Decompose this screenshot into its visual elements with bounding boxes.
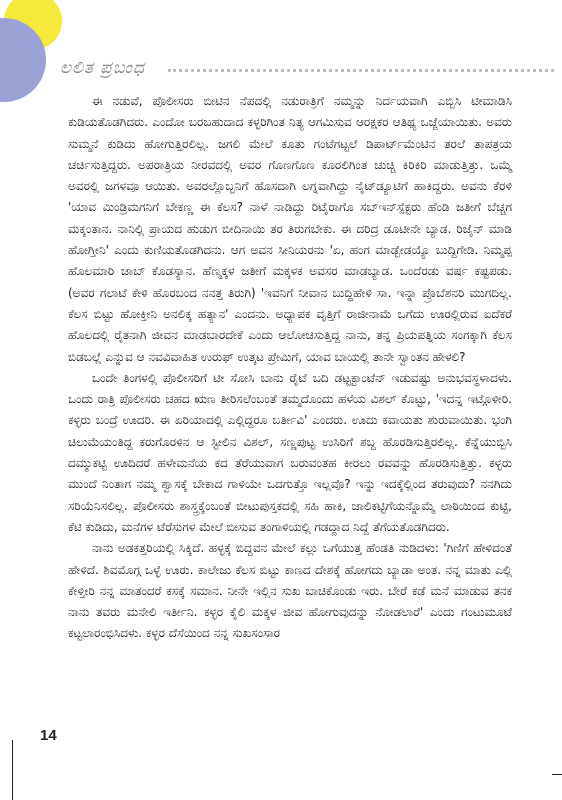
page-number: 14 (40, 727, 57, 744)
dotted-divider (168, 69, 554, 72)
paragraph: ಈ ನಡುವೆ, ಪೊಲೀಸರು ಬೀಟಿನ ನೆಪದಲ್ಲಿ ನಡುರಾತ್ರಿಗೆ ನಮ್ಮನ್ನು ನಿರ್ದಯವಾಗಿ ಎಬ್ಬಿಸಿ ಟೀಮಾಡಿಸಿ ಕುಡಿಯತೊಡಗಿದರು. ಎಂದೋ ಬರಬಹುದಾದ ಕಳ್ಳರಿಗಿಂತ ನಿತ್ಯ ಆಗಮಿಸುವ ಆರಕ್ಷಕರ ಆತಿಥ್ಯ ಒಜ್ಜೆಯಾಯಿತು. ಅವರು ಸುಮ್ಮನೆ ಕುಡಿದು ಹೋಗುತ್ತಿರಲಿಲ್ಲ. ಜಗಲಿ ಮೇಲೆ ಕೂತು ಗಂಟೆಗಟ್ಟಲೆ ಡಿಪಾರ್ಟ್‌ಮೆಂಟಿನ ತರಲೆ ತಾಪತ್ರಯ ಚರ್ಚಿಸುತ್ತಿದ್ದರು. ಅಪರಾತ್ರಿಯ ನೀರವದಲ್ಲಿ ಅವರ ಗೊಣಗೊಣ ಕೂರಲಿಗಿಂತ ಚುಚ್ಚಿ ಕಿರಿಕಿರಿ ಮಾಡುತ್ತಿತ್ತು. ಒಮ್ಮೆ ಅವರಲ್ಲಿ ಜಗಳವೂ ಆಯಿತು. ಅವರಲ್ಲೊಬ್ಬನಿಗೆ ಹೊಸದಾಗಿ ಲಗ್ನವಾಗಿದ್ದು ನೈಟ್‌ಡ್ಯೂಟಿಗೆ ಹಾಕಿದ್ದರು. ಅವನು ಕೆರಳಿ 'ಯಾವ ಮಿಂಡ್ರಿಮಗನಿಗೆ ಬೇಕಣ್ಣ ಈ ಕೆಲಸ? ನಾಳೆ ನಾಡಿದ್ದು ರಿಟೈರಾಗೊ ಸಬ್‌ಇನ್‌ಸ್ಪೆಕ್ಟರು ಹೆಂಡಿ ಜತೀಗೆ ಬೆಚ್ಚಗ ಮಕ್ಕಂತಾನ. ನಾನಿಲ್ಲಿ ಪ್ರಾಯದ ಹುಡುಗ ಬೀದಿನಾಯಿ ತರ ತಿರುಗಬೇಕು. ಈ ದರಿದ್ರ ಡೂಟೀನೇ ಬ್ಯಾಡ. ರಿಜೈನ್ ಮಾಡಿ ಹೋಗ್ತೀನಿ' ಎಂದು ಕುಣಿಯತೊಡಗಿದನು. ಆಗ ಅವನ ಸೀನಿಯರನು 'ಏ, ಹಂಗ ಮಾಡ್ಬೇಡಯ್ಯೊ ಬುದ್ದಿಗೇಡಿ. ನಿಮ್ಮಪ್ಪ ಹೊಲಮಾರಿ ಜಾಬ್ ಕೊಡಸ್ಯಾನ. ಹೆಣ್ಮಕ್ಕಳ ಜತೀಗೆ ಮಕ್ಕಳಕ ಅವಸರ ಮಾಡಬ್ಯಾಡ. ಒಂದೆರಡು ವರ್ಷ ಕಷ್ಟಪಡು. (ಅವರ ಗಲಾಟೆ ಕೇಳಿ ಹೊರಬಂದ ನನತ್ತ ತಿರುಗಿ) 'ಇವನಿಗೆ ನೀವಾನ ಬುದ್ಧಿಹೇಳಿ ಸಾ. ಇನ್ನಾ ಪ್ರೊಬೆಶನರಿ ಮುಗದಿಲ್ಲ. ಕೆಲಸ ಬಿಟ್ಟು ಹೋಕ್ತೀನಿ ಅನಲಿಕ್ಕ ಹತ್ಯಾನ' ಎಂದನು. ಅಧ್ಯಾಪಕ ವೃತ್ತಿಗೆ ರಾಜೀನಾಮೆ ಒಗೆದು ಊರಲ್ಲಿರುವ ಐದೆಕರೆ ಹೊಲದಲ್ಲಿ ರೈತನಾಗಿ ಜೀವನ ಮಾಡಬಾರದೇಕೆ ಎಂದು ಆಲೋಚಿಸುತ್ತಿದ್ದ ನಾನು, ತನ್ನ ಪ್ರಿಯಪತ್ನಿಯ ಸಂಗಕ್ಕಾಗಿ ಕೆಲಸ ಬಿಡಬಲ್ಲೆ ಎನ್ನುವ ಆ ನವವಿವಾಹಿತ ಉರುಫ್ ಉತ್ಕಟ ಪ್ರೇಮಿಗೆ, ಯಾವ ಬಾಯಲ್ಲಿ ತಾನೇ ಸ್ವಾಂತನ ಹೇಳಲಿ? (68, 94, 512, 364)
crop-mark-left (12, 740, 13, 800)
article-body (68, 91, 512, 645)
section-title: ಲಲಿತ ಪ್ರಬಂಧ (60, 58, 145, 78)
crop-mark-right (552, 774, 562, 775)
paragraph: ಒಂದೇ ತಿಂಗಳಲ್ಲಿ ಪೊಲೀಸರಿಗೆ ಟೀ ಸೋಸಿ ಬಾನು ರೈಟೆ ಬದಿ ಡಟ್ಟಕ್ಟಾಂಟೆನ್ ಇಡುವಷ್ಟು ಅನುಭವಸ್ಥಳಾದಳು. ಒಂದು ರಾತ್ರಿ ಪೊಲೀಸರು ಚಹದ ಋಣ ತೀರಿಸಲೆಂಬಂತೆ ತಮ್ಮದೊಂದು ಹಳೆಯ ವಿಶಲ್ ಕೊಟ್ಟು, 'ಇದನ್ನ ಇಟ್ಗೊಳೀರಿ. ಕಳ್ಳರು ಬಂದ್ರೆ ಊದರಿ. ಈ ಏರಿಯಾದಲ್ಲಿ ಎಲ್ಲಿದ್ದರೂ ಬರ್ತೀವಿ' ಎಂದರು. ಊದು ಕವಾಯತು ಶುರುವಾಯಿತು. ಭಂಗಿ ಚಿಲುಮೆಯಂತಿದ್ದ ಕರುಗೊರಳಿನ ಆ ಸ್ಟೀಲಿನ ವಿಶಲ್, ಸಣ್ಣಪುಟ್ಟ ಉಸಿರಿಗೆ ಶಬ್ದ ಹೊರಡಿಸುತ್ತಿರಲಿಲ್ಲ. ಕೆನ್ನೆಯುಬ್ಬಿಸಿ ದಮ್ಮುಕಟ್ಟಿ ಊದಿದರೆ ಹಳೇಮನೆಯ ಕದ ತೆರೆಯುವಾಗ ಬರುವಂತಹ ಕೀರಲು ರವವನ್ನು ಹೊರಡಿಸುತ್ತಿತ್ತು. ಕಳ್ಳರು ಮುಂದೆ ನಿಂತಾಗ ನಮ್ಮ ಶ್ವಾಸಕ್ಕೆ ಬೇಕಾದ ಗಾಳಿಯೇ ಒದಗುತ್ತೊ ಇಲ್ಲವೊ? ಇನ್ನು ಇದಕ್ಕೆಲ್ಲಿಂದ ತರುವುದು? ನನಗಿದು ಸರಿಯೆನಿಸಲಿಲ್ಲ. ಪೊಲೀಸರು ಶಾಸ್ತ್ರಕ್ಕೆಂಬಂತೆ ಬೀಟುಪುಸ್ತಕದಲ್ಲಿ ಸಹಿ ಹಾಕಿ, ಜಾಲಿಕಟ್ಟಿಗೆಯನ್ನೊಮ್ಮೆ ಲಾಠಿಯಿಂದ ಕುಟ್ಟಿ, ಕೆಟಿ ಕುಡಿದು, ಮನೆಗಳ ಟೆರೆಸುಗಳ ಮೇಲೆ ಬೀಸುವ ತಂಗಾಳಿಯಲ್ಲಿ ಗಡದ್ದಾದ ನಿದ್ದೆ ತೆಗೆಯತೊಡಗಿದರು. (68, 370, 512, 534)
paragraph: ನಾನು ಅಡಕತ್ತರಿಯಲ್ಲಿ ಸಿಕ್ಕಿದೆ. ಹಳ್ಳಕ್ಕೆ ಬಿದ್ದವನ ಮೇಲೆ ಕಲ್ಲು ಒಗೆಯುತ್ತ ಹೆಂಡತಿ ನುಡಿದಳು: 'ಗಿಣಿಗೆ ಹೇಳಿದಂತೆ ಹೇಳಿದೆ. ಶಿವಮೊಗ್ಗ ಒಳ್ಳೆ ಊರು. ಕಾಲೇಜು ಕೆಲಸ ಬಿಟ್ಟು ಕಾಣದ ದೇಶಕ್ಕೆ ಹೋಗದು ಬ್ಯಾಡಾ ಅಂತ. ನನ್ನ ಮಾತು ಎಲ್ಲಿ ಕೇಳ್ತೀರಿ ನನ್ನ ಮಾತಂದರೆ ಕಸಕ್ಕೆ ಸಮಾನ. ನೀನೇ ಇಲ್ಲಿನ ಸುಖ ಬಾಚಿಕೊಂಡು ಇರು. ಬೇರೆ ಕಡೆ ಮನೆ ಮಾಡುವ ತನಕ ನಾನು ತವರು ಮನೇಲಿ ಇರ್ತೀನಿ. ಕಳ್ಳರ ಕೈಲಿ ಮಕ್ಕಳ ಜೀವ ಹೋಗುವುದನ್ನು ನೋಡಲಾರೆ' ಎಂದು ಗಂಟುಮೂಟೆ ಕಟ್ಟಲಾರಂಭಿಸಿದಳು. ಕಳ್ಳರ ದೆಸೆಯಿಂದ ನನ್ನ ಸುಖಸಂಸಾರ (68, 541, 512, 641)
